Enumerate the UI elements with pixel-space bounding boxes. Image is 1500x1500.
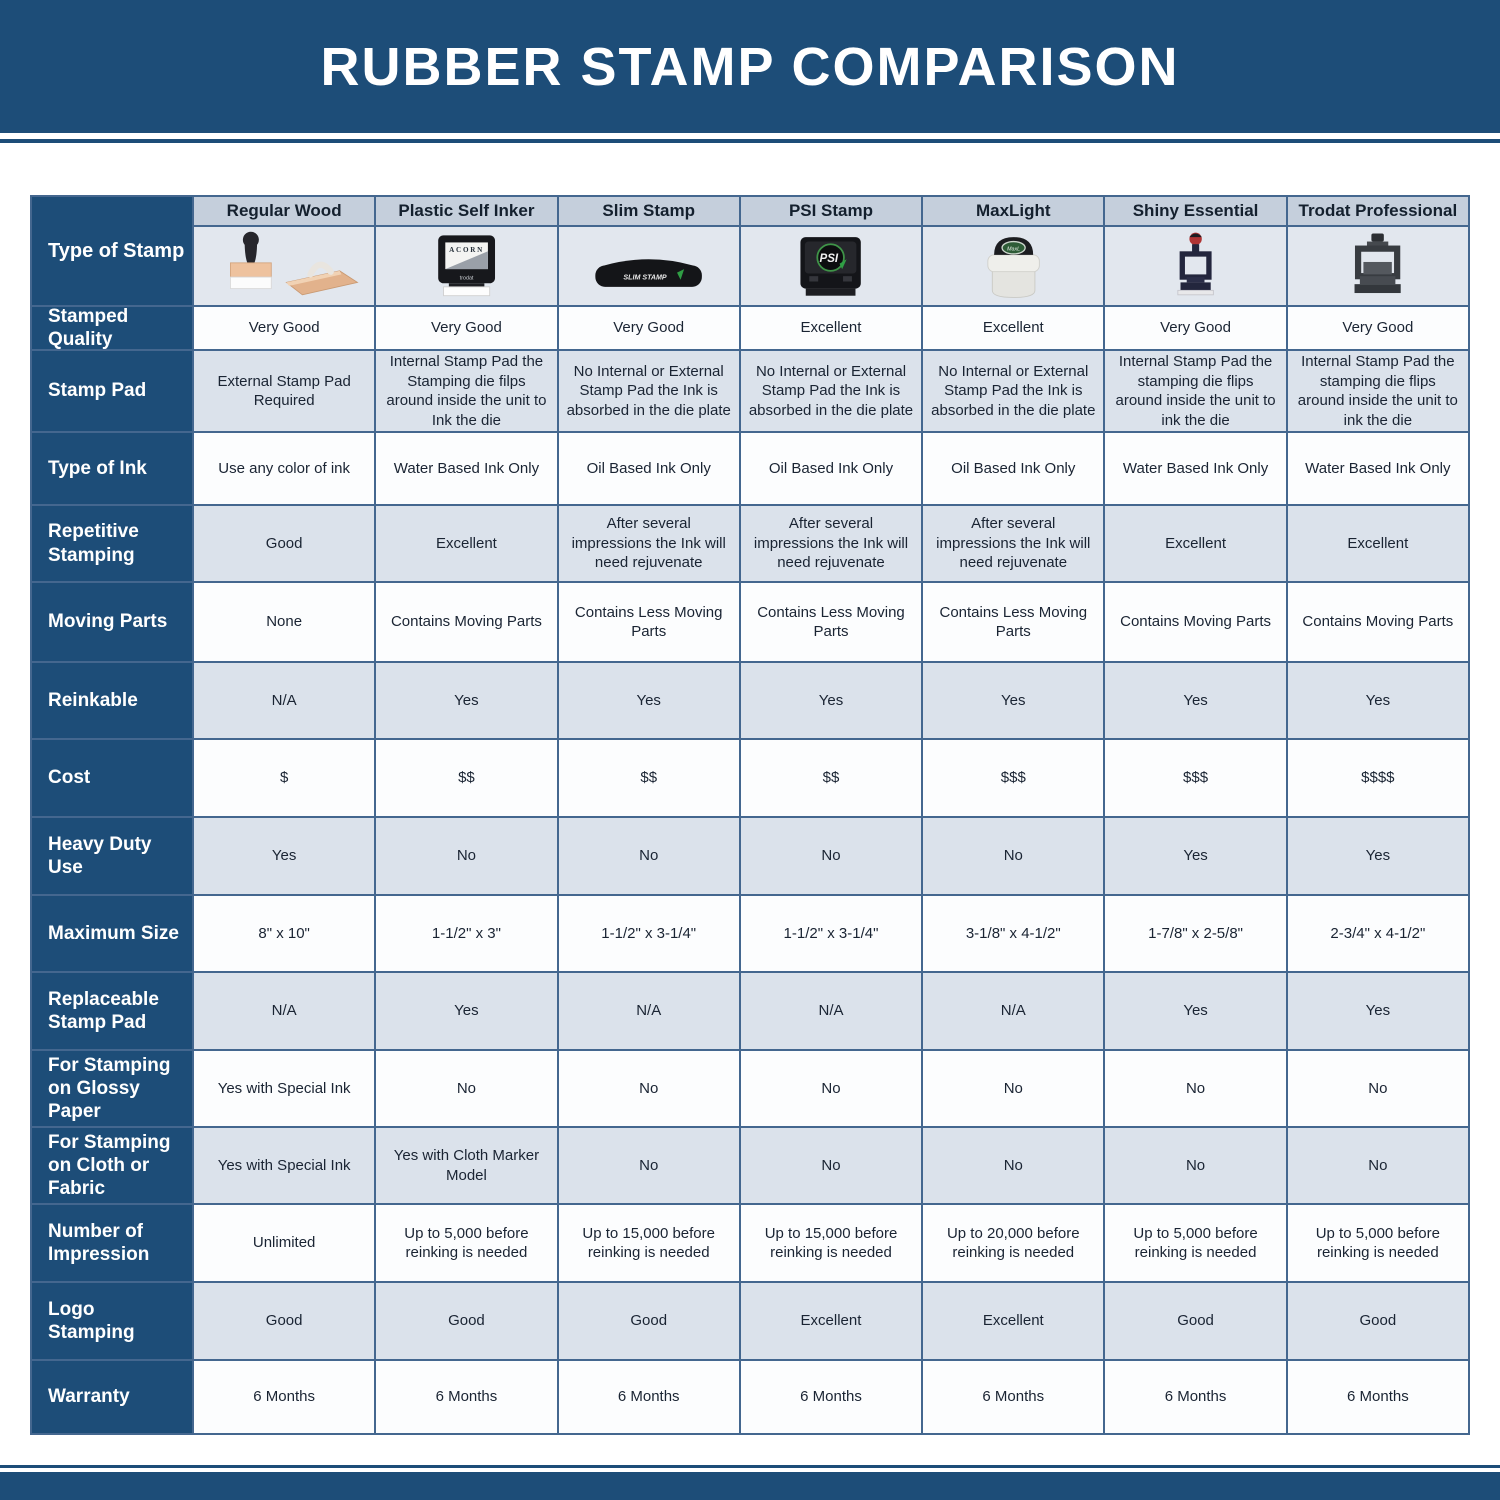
table-cell: Water Based Ink Only (1105, 433, 1287, 506)
table-cell: No (741, 818, 923, 896)
stamp-image-cell-shiny-essential (1105, 227, 1287, 307)
table-cell: 6 Months (923, 1361, 1105, 1435)
table-cell: After several impressions the Ink will need rejuvenate (923, 506, 1105, 583)
table-wrap (0, 195, 1500, 1435)
post-table-spacer (0, 1435, 1500, 1465)
table-cell: Excellent (1288, 506, 1470, 583)
table-cell: No (376, 818, 558, 896)
row-label-replaceable-stamp-pad: Replaceable Stamp Pad (32, 973, 194, 1051)
table-cell: Up to 15,000 before reinking is needed (559, 1205, 741, 1283)
table-cell: Oil Based Ink Only (559, 433, 741, 506)
row-label-maximum-size: Maximum Size (32, 896, 194, 973)
pre-table-spacer (0, 143, 1500, 195)
table-cell: Yes (741, 663, 923, 740)
table-cell: 1-7/8" x 2-5/8" (1105, 896, 1287, 973)
row-label-warranty: Warranty (32, 1361, 194, 1435)
trodat-professional-stamp-image (1293, 230, 1462, 301)
column-header-regular-wood: Regular Wood (194, 197, 376, 227)
stamp-image-cell-slim-stamp (559, 227, 741, 307)
table-cell: Excellent (741, 307, 923, 351)
table-cell: Very Good (1288, 307, 1470, 351)
row-label-for-stamping-on-glossy-paper: For Stamping on Glossy Paper (32, 1051, 194, 1128)
table-cell: No (741, 1128, 923, 1205)
table-cell: After several impressions the Ink will need rejuvenate (559, 506, 741, 583)
row-label-logo-stamping: Logo Stamping (32, 1283, 194, 1361)
table-cell: 6 Months (741, 1361, 923, 1435)
stamp-image-cell-psi-stamp (741, 227, 923, 307)
table-cell: No (1105, 1051, 1287, 1128)
table-cell: Internal Stamp Pad the stamping die flips around inside the unit to ink the die (1288, 351, 1470, 433)
table-cell: No Internal or External Stamp Pad the Ink is absorbed in the die plate (559, 351, 741, 433)
table-cell: Yes with Special Ink (194, 1051, 376, 1128)
table-cell: Yes (1105, 663, 1287, 740)
table-cell: Up to 15,000 before reinking is needed (741, 1205, 923, 1283)
table-cell: Yes (923, 663, 1105, 740)
comparison-table (30, 195, 1470, 1435)
plastic-self-inker-stamp-image (382, 230, 551, 301)
table-cell: N/A (194, 973, 376, 1051)
table-cell: $$ (741, 740, 923, 818)
table-cell: Excellent (376, 506, 558, 583)
table-cell: Contains Less Moving Parts (923, 583, 1105, 663)
page-title: RUBBER STAMP COMPARISON (320, 36, 1180, 97)
table-cell: Yes (376, 973, 558, 1051)
table-cell: No (559, 1128, 741, 1205)
table-cell: Contains Less Moving Parts (559, 583, 741, 663)
table-cell: No Internal or External Stamp Pad the Ink is absorbed in the die plate (923, 351, 1105, 433)
table-cell: Yes (1288, 973, 1470, 1051)
table-cell: Contains Less Moving Parts (741, 583, 923, 663)
table-cell: Contains Moving Parts (1105, 583, 1287, 663)
column-header-shiny-essential: Shiny Essential (1105, 197, 1287, 227)
table-cell: Yes (1288, 663, 1470, 740)
table-cell: 1-1/2" x 3" (376, 896, 558, 973)
stamp-image-cell-maxlight (923, 227, 1105, 307)
table-cell: Very Good (376, 307, 558, 351)
row-label-reinkable: Reinkable (32, 663, 194, 740)
table-cell: Yes (194, 818, 376, 896)
table-cell: Oil Based Ink Only (741, 433, 923, 506)
table-cell: 8" x 10" (194, 896, 376, 973)
table-cell: Oil Based Ink Only (923, 433, 1105, 506)
table-cell: $$$$ (1288, 740, 1470, 818)
row-label-number-of-impression: Number of Impression (32, 1205, 194, 1283)
table-cell: Use any color of ink (194, 433, 376, 506)
table-cell: Contains Moving Parts (376, 583, 558, 663)
column-header-slim-stamp: Slim Stamp (559, 197, 741, 227)
maxlight-stamp-image (929, 230, 1098, 301)
table-cell: Excellent (1105, 506, 1287, 583)
table-cell: No (923, 1128, 1105, 1205)
table-cell: N/A (741, 973, 923, 1051)
table-cell: 1-1/2" x 3-1/4" (741, 896, 923, 973)
table-cell: Very Good (194, 307, 376, 351)
svg-text:ACORN: ACORN (448, 246, 484, 255)
top-banner (0, 0, 1500, 133)
table-cell: 3-1/8" x 4-1/2" (923, 896, 1105, 973)
table-cell: Very Good (1105, 307, 1287, 351)
table-cell: No (923, 1051, 1105, 1128)
row-label-moving-parts: Moving Parts (32, 583, 194, 663)
psi-stamp-image (746, 230, 915, 301)
table-cell: $ (194, 740, 376, 818)
table-cell: Yes (1105, 818, 1287, 896)
row-label-type-of-ink: Type of Ink (32, 433, 194, 506)
table-cell: $$$ (923, 740, 1105, 818)
row-label-repetitive-stamping: Repetitive Stamping (32, 506, 194, 583)
row-label-cost: Cost (32, 740, 194, 818)
table-cell: Contains Moving Parts (1288, 583, 1470, 663)
table-cell: N/A (194, 663, 376, 740)
table-cell: Excellent (923, 307, 1105, 351)
stamp-image-cell-regular-wood (194, 227, 376, 307)
table-cell: 6 Months (376, 1361, 558, 1435)
slim-stamp-image (564, 230, 733, 301)
table-cell: Good (1105, 1283, 1287, 1361)
row-label-heavy-duty-use: Heavy Duty Use (32, 818, 194, 896)
table-cell: Yes with Cloth Marker Model (376, 1128, 558, 1205)
table-cell: Yes (376, 663, 558, 740)
table-cell: Internal Stamp Pad the stamping die flips around inside the unit to ink the die (1105, 351, 1287, 433)
table-cell: After several impressions the Ink will need rejuvenate (741, 506, 923, 583)
table-cell: Up to 5,000 before reinking is needed (1288, 1205, 1470, 1283)
table-cell: 2-3/4" x 4-1/2" (1288, 896, 1470, 973)
table-cell: Good (194, 506, 376, 583)
table-cell: Yes (1288, 818, 1470, 896)
table-cell: $$ (559, 740, 741, 818)
table-cell: External Stamp Pad Required (194, 351, 376, 433)
table-cell: Good (559, 1283, 741, 1361)
stamp-image-cell-trodat-professional (1288, 227, 1470, 307)
table-cell: Water Based Ink Only (1288, 433, 1470, 506)
column-header-maxlight: MaxLight (923, 197, 1105, 227)
table-cell: 6 Months (1105, 1361, 1287, 1435)
table-cell: No (1288, 1128, 1470, 1205)
table-cell: 6 Months (1288, 1361, 1470, 1435)
table-cell: Up to 5,000 before reinking is needed (1105, 1205, 1287, 1283)
table-cell: Excellent (741, 1283, 923, 1361)
table-cell: No (923, 818, 1105, 896)
table-cell: N/A (923, 973, 1105, 1051)
table-cell: Up to 5,000 before reinking is needed (376, 1205, 558, 1283)
column-header-trodat-professional: Trodat Professional (1288, 197, 1470, 227)
shiny-essential-stamp-image (1111, 230, 1280, 301)
table-cell: 6 Months (194, 1361, 376, 1435)
table-cell: Good (376, 1283, 558, 1361)
table-cell: Good (194, 1283, 376, 1361)
svg-text:MaxL: MaxL (1006, 246, 1020, 253)
corner-cell: Type of Stamp (32, 197, 194, 307)
table-cell: No (559, 1051, 741, 1128)
footer-band (0, 1472, 1500, 1500)
row-label-stamped-quality: Stamped Quality (32, 307, 194, 351)
column-header-psi-stamp: PSI Stamp (741, 197, 923, 227)
table-cell: 1-1/2" x 3-1/4" (559, 896, 741, 973)
table-cell: Yes with Special Ink (194, 1128, 376, 1205)
table-cell: No (376, 1051, 558, 1128)
row-label-stamp-pad: Stamp Pad (32, 351, 194, 433)
table-cell: Internal Stamp Pad the Stamping die filps around inside the unit to Ink the die (376, 351, 558, 433)
table-cell: Up to 20,000 before reinking is needed (923, 1205, 1105, 1283)
svg-text:trodat: trodat (459, 276, 474, 283)
table-cell: $$ (376, 740, 558, 818)
table-cell: $$$ (1105, 740, 1287, 818)
regular-wood-stamp-image (200, 230, 369, 301)
table-cell: Yes (559, 663, 741, 740)
row-label-for-stamping-on-cloth-or-fabric: For Stamping on Cloth or Fabric (32, 1128, 194, 1205)
column-header-plastic-self-inker: Plastic Self Inker (376, 197, 558, 227)
svg-text:PSI: PSI (819, 253, 839, 266)
svg-text:SLIM STAMP: SLIM STAMP (623, 274, 667, 283)
table-cell: Water Based Ink Only (376, 433, 558, 506)
table-cell: No (741, 1051, 923, 1128)
table-cell: No (559, 818, 741, 896)
table-cell: 6 Months (559, 1361, 741, 1435)
table-cell: Good (1288, 1283, 1470, 1361)
table-cell: No (1105, 1128, 1287, 1205)
table-cell: Excellent (923, 1283, 1105, 1361)
table-cell: No (1288, 1051, 1470, 1128)
stamp-image-cell-plastic-self-inker (376, 227, 558, 307)
table-cell: None (194, 583, 376, 663)
table-cell: N/A (559, 973, 741, 1051)
table-cell: Yes (1105, 973, 1287, 1051)
table-cell: Very Good (559, 307, 741, 351)
table-cell: No Internal or External Stamp Pad the Ink is absorbed in the die plate (741, 351, 923, 433)
table-cell: Unlimited (194, 1205, 376, 1283)
